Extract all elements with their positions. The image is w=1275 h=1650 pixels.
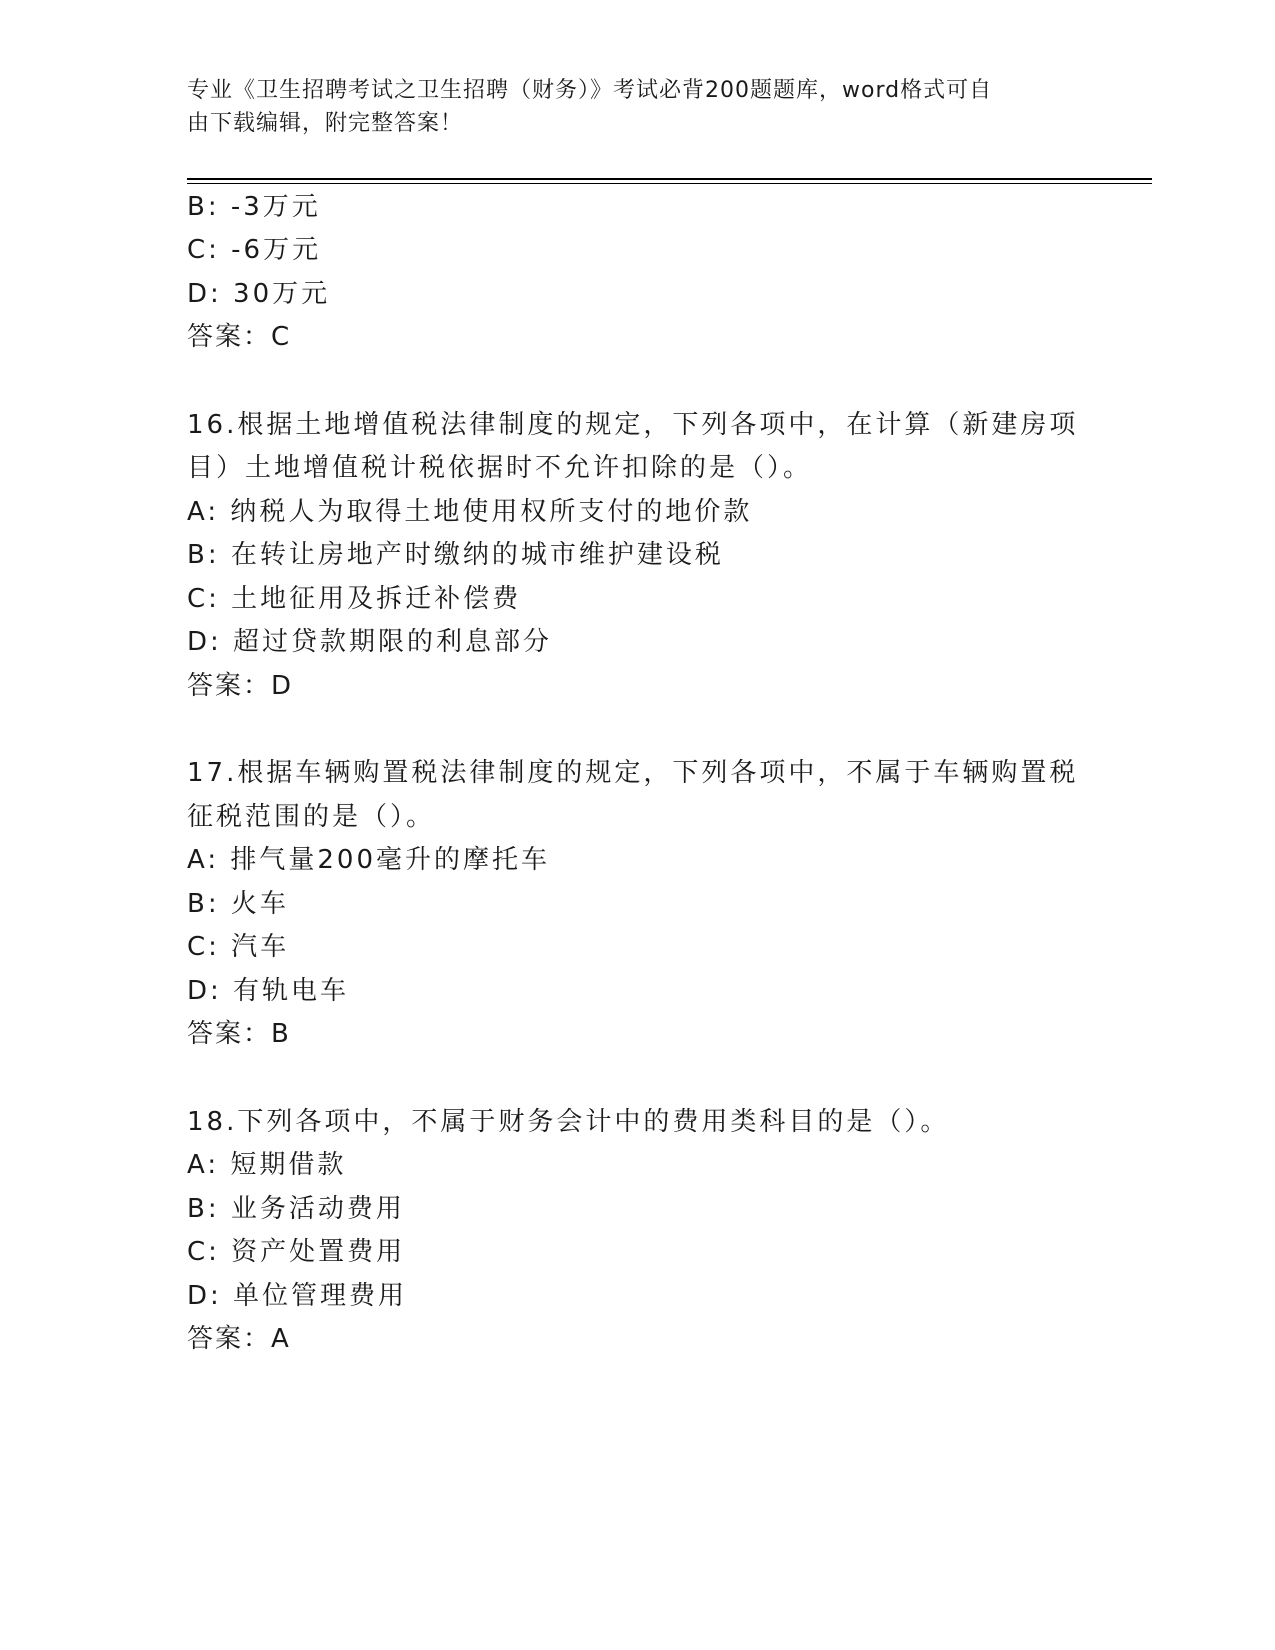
q16-answer: 答案：D [187, 671, 294, 701]
prev-option-d: D: 30万元 [187, 279, 331, 309]
q18-stem-line-1: 18.下列各项中，不属于财务会计中的费用类科目的是（）。 [187, 1107, 950, 1137]
header-divider-thin [187, 183, 1152, 184]
q17-stem-line-2: 征税范围的是（）。 [187, 802, 436, 832]
q18-answer: 答案：A [187, 1324, 291, 1354]
prev-option-b: B: -3万元 [187, 192, 321, 222]
prev-option-c: C: -6万元 [187, 235, 322, 265]
q17-option-d: D: 有轨电车 [187, 976, 350, 1006]
q17-stem-line-1: 17.根据车辆购置税法律制度的规定，下列各项中，不属于车辆购置税 [187, 758, 1079, 788]
q18-option-d: D: 单位管理费用 [187, 1281, 408, 1311]
q16-stem-line-1: 16.根据土地增值税法律制度的规定，下列各项中，在计算（新建房项 [187, 410, 1079, 440]
header-line-2: 由下载编辑，附完整答案！ [187, 111, 464, 136]
q18-option-c: C: 资产处置费用 [187, 1237, 406, 1267]
q16-option-a: A: 纳税人为取得土地使用权所支付的地价款 [187, 497, 753, 527]
document-header [187, 74, 1067, 140]
prev-answer: 答案：C [187, 322, 292, 352]
q16-stem-line-2: 目）土地增值税计税依据时不允许扣除的是（）。 [187, 453, 813, 483]
header-line-1: 专业《卫生招聘考试之卫生招聘（财务）》考试必背200题题库，word格式可自 [187, 78, 993, 103]
q18-option-a: A: 短期借款 [187, 1150, 347, 1180]
q17-option-c: C: 汽车 [187, 932, 290, 962]
q16-option-d: D: 超过贷款期限的利息部分 [187, 627, 553, 657]
q18-option-b: B: 业务活动费用 [187, 1194, 405, 1224]
q17-answer: 答案：B [187, 1019, 291, 1049]
q17-option-b: B: 火车 [187, 889, 289, 919]
q16-option-b: B: 在转让房地产时缴纳的城市维护建设税 [187, 540, 724, 570]
q16-option-c: C: 土地征用及拆迁补偿费 [187, 584, 522, 614]
header-divider-thick [187, 178, 1152, 180]
q17-option-a: A: 排气量200毫升的摩托车 [187, 845, 550, 875]
